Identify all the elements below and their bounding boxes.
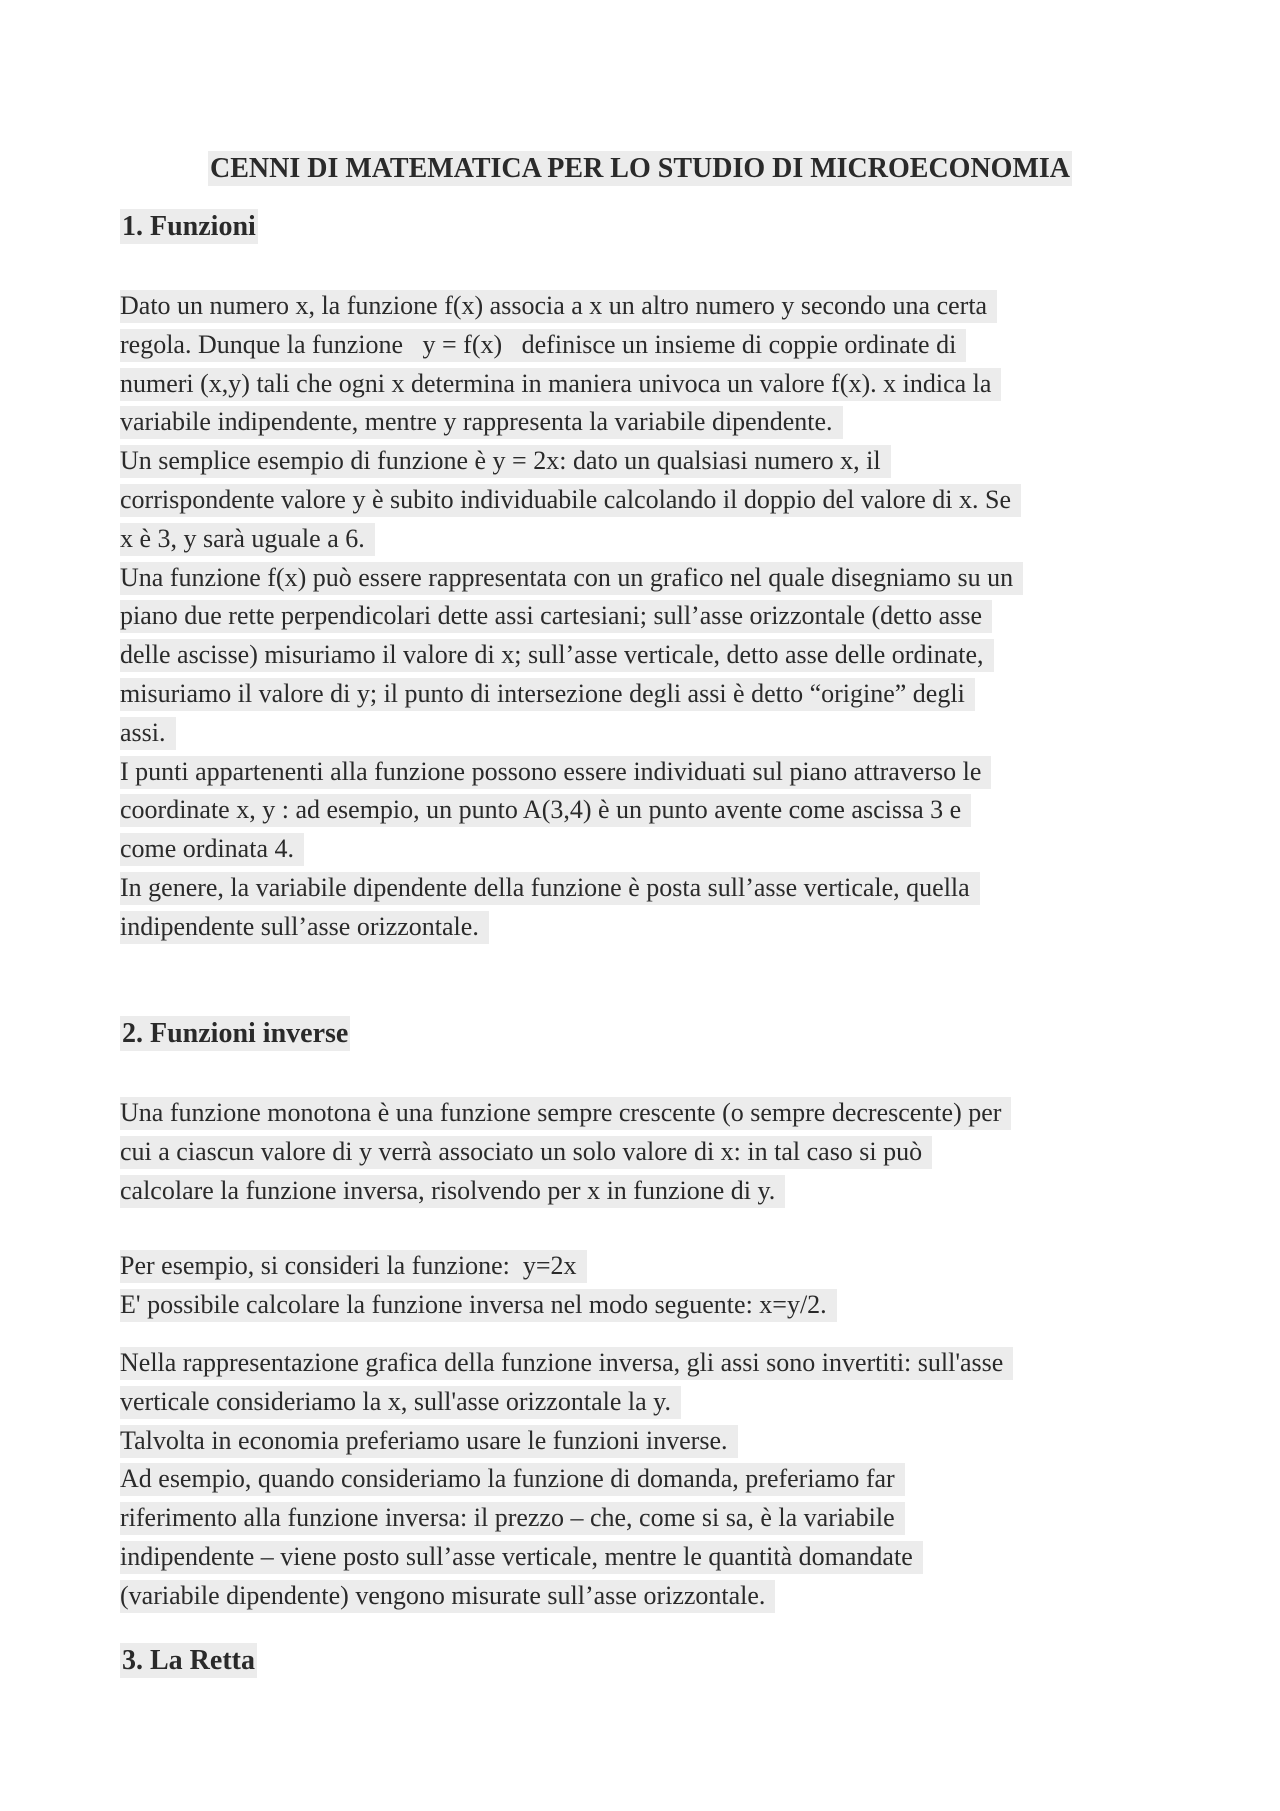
text-line: Per esempio, si consideri la funzione: y=2x xyxy=(120,1247,1160,1286)
text-line: variabile indipendente, mentre y rappresenta la variabile dipendente. xyxy=(120,403,1160,442)
text-line: Dato un numero x, la funzione f(x) associa a x un altro numero y secondo una certa xyxy=(120,287,1160,326)
text-line: E' possibile calcolare la funzione inversa nel modo seguente: x=y/2. xyxy=(120,1286,1160,1325)
text-line: assi. xyxy=(120,714,1160,753)
paragraph-funzioni-inverse-esempio xyxy=(120,1247,1160,1325)
text-line: (variabile dipendente) vengono misurate sull’asse orizzontale. xyxy=(120,1577,1160,1616)
text-line: piano due rette perpendicolari dette assi cartesiani; sull’asse orizzontale (detto asse xyxy=(120,597,1160,636)
text-line: Un semplice esempio di funzione è y = 2x: dato un qualsiasi numero x, il xyxy=(120,442,1160,481)
text-line: coordinate x, y : ad esempio, un punto A(3,4) è un punto avente come ascissa 3 e xyxy=(120,791,1160,830)
paragraph-funzioni xyxy=(120,287,1160,947)
text-line: cui a ciascun valore di y verrà associato un solo valore di x: in tal caso si può xyxy=(120,1133,1160,1172)
text-line: Una funzione f(x) può essere rappresentata con un grafico nel quale disegniamo su un xyxy=(120,559,1160,598)
text-line: numeri (x,y) tali che ogni x determina in maniera univoca un valore f(x). x indica la xyxy=(120,365,1160,404)
text-line: indipendente sull’asse orizzontale. xyxy=(120,908,1160,947)
section-heading-funzioni-inverse: 2. Funzioni inverse xyxy=(122,1018,349,1049)
document-title: CENNI DI MATEMATICA PER LO STUDIO DI MICROECONOMIA xyxy=(209,153,1070,184)
text-line: Talvolta in economia preferiamo usare le funzioni inverse. xyxy=(120,1422,1160,1461)
section-heading-funzioni: 1. Funzioni xyxy=(122,211,256,242)
text-line: In genere, la variabile dipendente della funzione è posta sull’asse verticale, quella xyxy=(120,869,1160,908)
text-line: indipendente – viene posto sull’asse verticale, mentre le quantità domandate xyxy=(120,1538,1160,1577)
text-line: delle ascisse) misuriamo il valore di x; sull’asse verticale, detto asse delle ordinate, xyxy=(120,636,1160,675)
text-line: x è 3, y sarà uguale a 6. xyxy=(120,520,1160,559)
section-heading-la-retta: 3. La Retta xyxy=(122,1645,255,1676)
text-line: calcolare la funzione inversa, risolvendo per x in funzione di y. xyxy=(120,1172,1160,1211)
text-line: verticale consideriamo la x, sull'asse orizzontale la y. xyxy=(120,1383,1160,1422)
paragraph-funzioni-inverse-intro xyxy=(120,1094,1160,1210)
text-line: I punti appartenenti alla funzione possono essere individuati sul piano attraverso le xyxy=(120,753,1160,792)
text-line: regola. Dunque la funzione y = f(x) definisce un insieme di coppie ordinate di xyxy=(120,326,1160,365)
text-line: come ordinata 4. xyxy=(120,830,1160,869)
text-line: misuriamo il valore di y; il punto di intersezione degli assi è detto “origine” degli xyxy=(120,675,1160,714)
text-line: corrispondente valore y è subito individuabile calcolando il doppio del valore di x. Se xyxy=(120,481,1160,520)
text-line: Ad esempio, quando consideriamo la funzione di domanda, preferiamo far xyxy=(120,1460,1160,1499)
paragraph-funzioni-inverse-grafico xyxy=(120,1344,1160,1616)
text-line: Nella rappresentazione grafica della funzione inversa, gli assi sono invertiti: sull'asse xyxy=(120,1344,1160,1383)
text-line: Una funzione monotona è una funzione sempre crescente (o sempre decrescente) per xyxy=(120,1094,1160,1133)
text-line: riferimento alla funzione inversa: il prezzo – che, come si sa, è la variabile xyxy=(120,1499,1160,1538)
